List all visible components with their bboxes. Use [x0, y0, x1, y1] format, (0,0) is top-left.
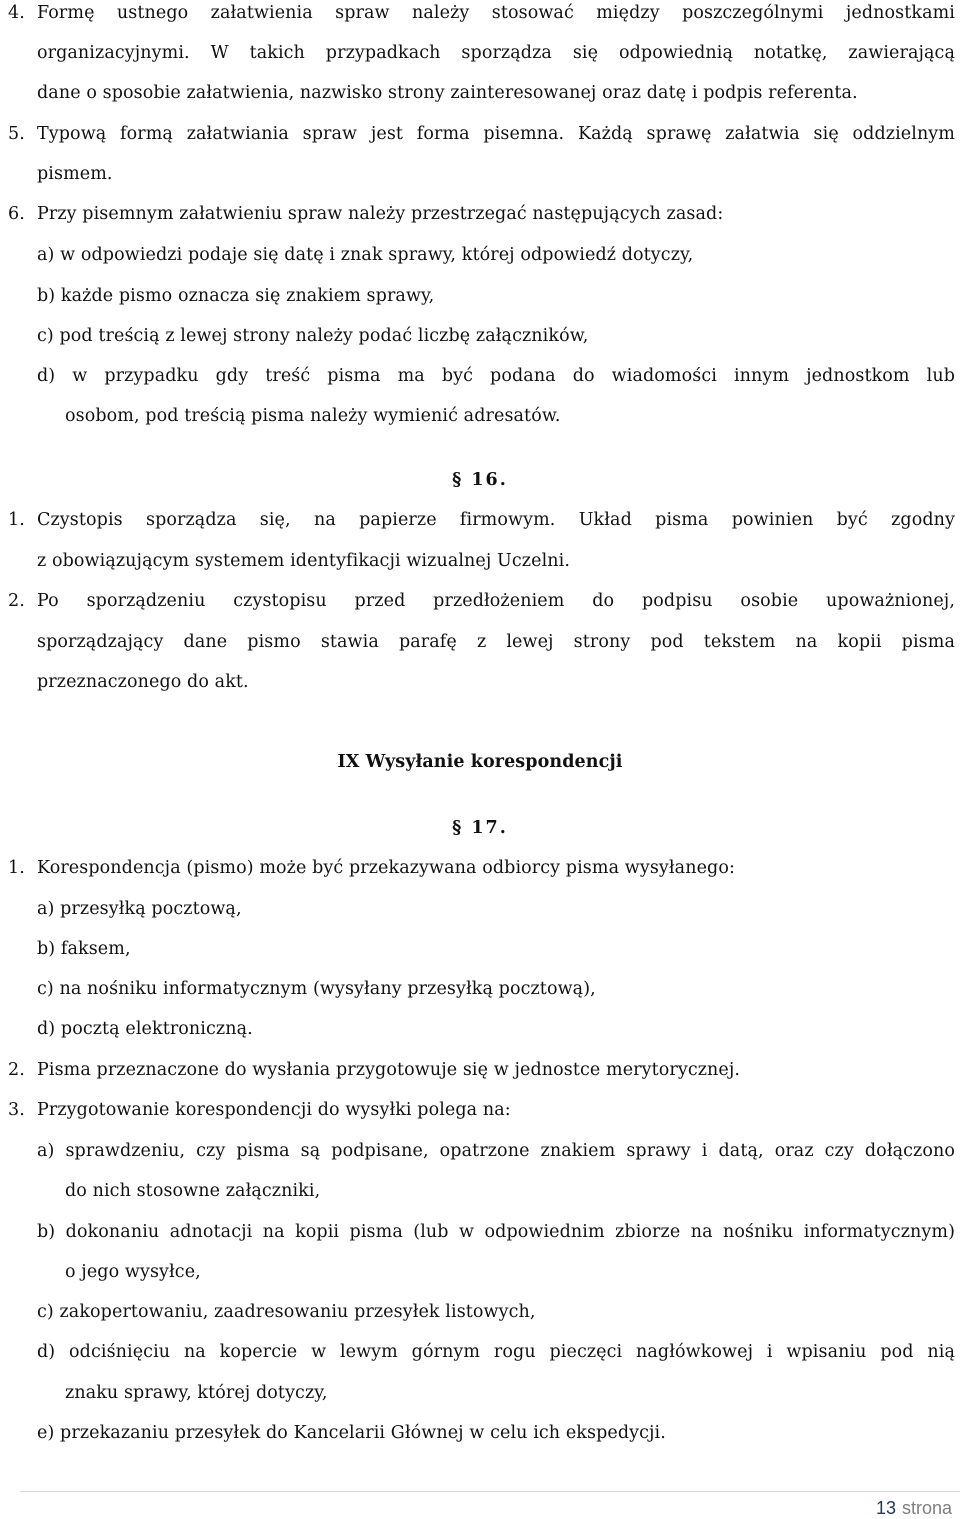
section-16-paragraph-2-line-1: Po sporządzeniu czystopisu przed przedłożeniem do podpisu osobie upoważnionej,: [37, 591, 955, 611]
paragraph-6-item-c: c) pod treścią z lewej strony należy podać liczbę załączników,: [37, 326, 589, 346]
section-17-paragraph-3-item-a-line-1: a) sprawdzeniu, czy pisma są podpisane, opatrzone znakiem sprawy i datą, oraz czy dołączono: [37, 1141, 955, 1161]
section-17-item-number-1: 1.: [8, 858, 25, 878]
section-17-paragraph-3-item-d-line-2: znaku sprawy, której dotyczy,: [65, 1383, 328, 1403]
section-17-paragraph-1-item-b: b) faksem,: [37, 939, 131, 959]
paragraph-4-line-3: dane o sposobie załatwienia, nazwisko strony zainteresowanej oraz datę i podpis referenta.: [37, 83, 858, 103]
item-number-6: 6.: [8, 204, 25, 224]
page-footer: [876, 1498, 952, 1519]
paragraph-6-item-b: b) każde pismo oznacza się znakiem sprawy,: [37, 286, 435, 306]
footer-divider: [20, 1491, 960, 1492]
section-16-paragraph-2-line-2: sporządzający dane pismo stawia parafę z lewej strony pod tekstem na kopii pisma: [37, 632, 955, 652]
section-16-paragraph-2-line-3: przeznaczonego do akt.: [37, 672, 249, 692]
section-17-marker: § 17.: [452, 818, 508, 838]
paragraph-6-item-d-line-1: d) w przypadku gdy treść pisma ma być podana do wiadomości innym jednostkom lub: [37, 366, 955, 386]
paragraph-4-line-2: organizacyjnymi. W takich przypadkach sporządza się odpowiednią notatkę, zawierającą: [37, 43, 955, 63]
page-label: strona: [901, 1498, 952, 1518]
paragraph-4-line-1: Formę ustnego załatwienia spraw należy stosować między poszczególnymi jednostkami: [37, 3, 955, 23]
paragraph-6-item-d-line-2: osobom, pod treścią pisma należy wymienić adresatów.: [65, 406, 561, 426]
item-number-5: 5.: [8, 124, 25, 144]
section-16-paragraph-1-line-2: z obowiązującym systemem identyfikacji wizualnej Uczelni.: [37, 551, 571, 571]
section-17-paragraph-3-item-b-line-2: o jego wysyłce,: [65, 1262, 201, 1282]
page-number: 13: [875, 1498, 896, 1518]
section-17-paragraph-3-item-b-line-1: b) dokonaniu adnotacji na kopii pisma (lub w odpowiednim zbiorze na nośniku informatycznym): [37, 1222, 955, 1242]
section-17-paragraph-1: Korespondencja (pismo) może być przekazywana odbiorcy pisma wysyłanego:: [37, 858, 735, 878]
section-16-marker: § 16.: [452, 470, 508, 490]
section-17-paragraph-3-item-a-line-2: do nich stosowne załączniki,: [65, 1181, 321, 1201]
item-number-4: 4.: [8, 3, 25, 23]
section-16-item-number-2: 2.: [8, 591, 25, 611]
section-17-item-number-2: 2.: [8, 1060, 25, 1080]
section-17-item-number-3: 3.: [8, 1100, 25, 1120]
paragraph-6-item-a: a) w odpowiedzi podaje się datę i znak sprawy, której odpowiedź dotyczy,: [37, 245, 694, 265]
paragraph-5-line-2: pismem.: [37, 164, 113, 184]
section-17-paragraph-3-item-c: c) zakopertowaniu, zaadresowaniu przesyłek listowych,: [37, 1302, 536, 1322]
paragraph-5-line-1: Typową formą załatwiania spraw jest forma pisemna. Każdą sprawę załatwia się oddzielnym: [37, 124, 955, 144]
section-17-paragraph-1-item-c: c) na nośniku informatycznym (wysyłany przesyłką pocztową),: [37, 979, 596, 999]
section-17-paragraph-3-item-e: e) przekazaniu przesyłek do Kancelarii Głównej w celu ich ekspedycji.: [37, 1423, 666, 1443]
section-17-paragraph-1-item-a: a) przesyłką pocztową,: [37, 899, 242, 919]
paragraph-6-intro: Przy pisemnym załatwieniu spraw należy przestrzegać następujących zasad:: [37, 204, 724, 224]
section-16-paragraph-1-line-1: Czystopis sporządza się, na papierze firmowym. Układ pisma powinien być zgodny: [37, 510, 955, 530]
section-ix-heading: IX Wysyłanie korespondencji: [337, 752, 623, 772]
section-17-paragraph-2: Pisma przeznaczone do wysłania przygotowuje się w jednostce merytorycznej.: [37, 1060, 741, 1080]
section-17-paragraph-3: Przygotowanie korespondencji do wysyłki polega na:: [37, 1100, 511, 1120]
section-17-paragraph-3-item-d-line-1: d) odciśnięciu na kopercie w lewym górnym rogu pieczęci nagłówkowej i wpisaniu pod nią: [37, 1342, 955, 1362]
section-17-paragraph-1-item-d: d) pocztą elektroniczną.: [37, 1019, 253, 1039]
section-16-item-number-1: 1.: [8, 510, 25, 530]
